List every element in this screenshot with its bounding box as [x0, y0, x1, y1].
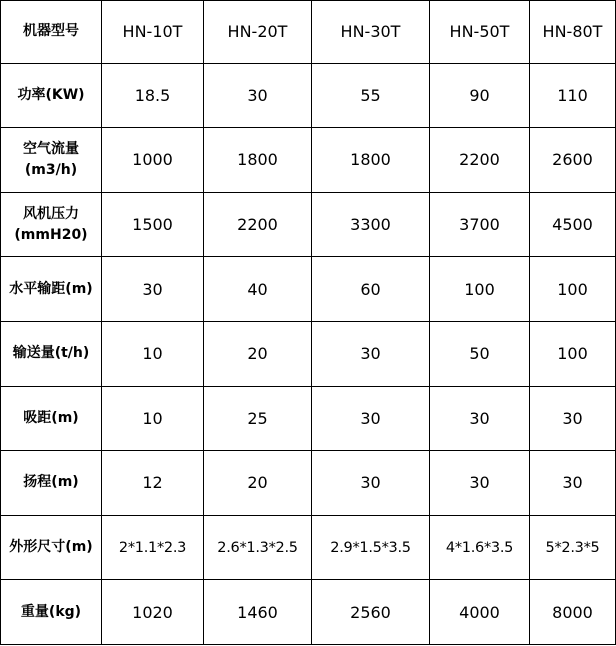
table-row-fan-pressure: [1, 192, 616, 257]
table-cell: 2200: [430, 128, 530, 193]
table-cell: 60: [312, 257, 430, 322]
header-model-label: 机器型号: [1, 1, 102, 64]
row-label-fan-pressure: [1, 192, 102, 257]
table-cell: 18.5: [102, 63, 204, 128]
table-cell: 100: [530, 257, 616, 322]
table-cell: 4*1.6*3.5: [430, 515, 530, 580]
table-cell: 30: [530, 451, 616, 516]
table-cell: 55: [312, 63, 430, 128]
table-cell: 110: [530, 63, 616, 128]
row-label-lift: [1, 451, 102, 516]
row-label-text: 吸距(m): [23, 409, 79, 426]
row-label-dimensions: [1, 515, 102, 580]
header-model-hn-30t: HN-30T: [312, 1, 430, 64]
table-cell: 30: [312, 386, 430, 451]
table-cell: 100: [430, 257, 530, 322]
table-row-power: [1, 63, 616, 128]
table-cell: 30: [430, 386, 530, 451]
row-label-horizontal-distance: [1, 257, 102, 322]
table-cell: 3700: [430, 192, 530, 257]
table-cell: 40: [204, 257, 312, 322]
table-cell: 5*2.3*5: [530, 515, 616, 580]
table-cell: 25: [204, 386, 312, 451]
table-cell: 2200: [204, 192, 312, 257]
row-label-text: 功率(KW): [17, 86, 85, 103]
table-cell: 2560: [312, 580, 430, 645]
table-cell: 8000: [530, 580, 616, 645]
row-label-capacity: [1, 321, 102, 386]
table-cell: 4000: [430, 580, 530, 645]
row-label-weight: [1, 580, 102, 645]
table-cell: 2.6*1.3*2.5: [204, 515, 312, 580]
row-label-text: 输送量(t/h): [12, 345, 90, 362]
table-row-lift: [1, 451, 616, 516]
table-cell: 2.9*1.5*3.5: [312, 515, 430, 580]
header-model-hn-50t: HN-50T: [430, 1, 530, 64]
table-cell: 20: [204, 451, 312, 516]
table-cell: 30: [530, 386, 616, 451]
table-row-suction-distance: [1, 386, 616, 451]
table-cell: 4500: [530, 192, 616, 257]
row-label-text: 重量(kg): [20, 603, 82, 620]
header-model-hn-80t: HN-80T: [530, 1, 616, 64]
header-row: [1, 1, 616, 64]
header-model-hn-20t: HN-20T: [204, 1, 312, 64]
table-cell: 10: [102, 386, 204, 451]
table-cell: 1020: [102, 580, 204, 645]
table-row-weight: [1, 580, 616, 645]
table-row-capacity: [1, 321, 616, 386]
table-cell: 1500: [102, 192, 204, 257]
table-cell: 30: [204, 63, 312, 128]
table-cell: 1800: [312, 128, 430, 193]
row-label-text: 外形尺寸(m): [9, 539, 93, 556]
row-label-unit: (mmH20): [14, 226, 88, 243]
table-cell: 50: [430, 321, 530, 386]
table-row-air-flow: [1, 128, 616, 193]
table-cell: 30: [102, 257, 204, 322]
row-label-power: [1, 63, 102, 128]
table-cell: 30: [312, 321, 430, 386]
row-label-text: 扬程(m): [23, 474, 79, 491]
table-row-horizontal-distance: [1, 257, 616, 322]
table-cell: 20: [204, 321, 312, 386]
table-row-dimensions: [1, 515, 616, 580]
table-cell: 1800: [204, 128, 312, 193]
table-cell: 3300: [312, 192, 430, 257]
row-label-unit: (m3/h): [24, 161, 78, 178]
table-cell: 10: [102, 321, 204, 386]
row-label-air-flow: [1, 128, 102, 193]
table-cell: 100: [530, 321, 616, 386]
table-cell: 2*1.1*2.3: [102, 515, 204, 580]
table-cell: 90: [430, 63, 530, 128]
table-cell: 1000: [102, 128, 204, 193]
row-label-text: 风机压力: [23, 205, 79, 222]
row-label-text: 空气流量: [23, 140, 79, 157]
table-cell: 30: [312, 451, 430, 516]
row-label-text: 水平输距(m): [9, 280, 93, 297]
table-cell: 12: [102, 451, 204, 516]
table-cell: 2600: [530, 128, 616, 193]
table-cell: 30: [430, 451, 530, 516]
header-model-hn-10t: HN-10T: [102, 1, 204, 64]
table-cell: 1460: [204, 580, 312, 645]
row-label-suction-distance: [1, 386, 102, 451]
